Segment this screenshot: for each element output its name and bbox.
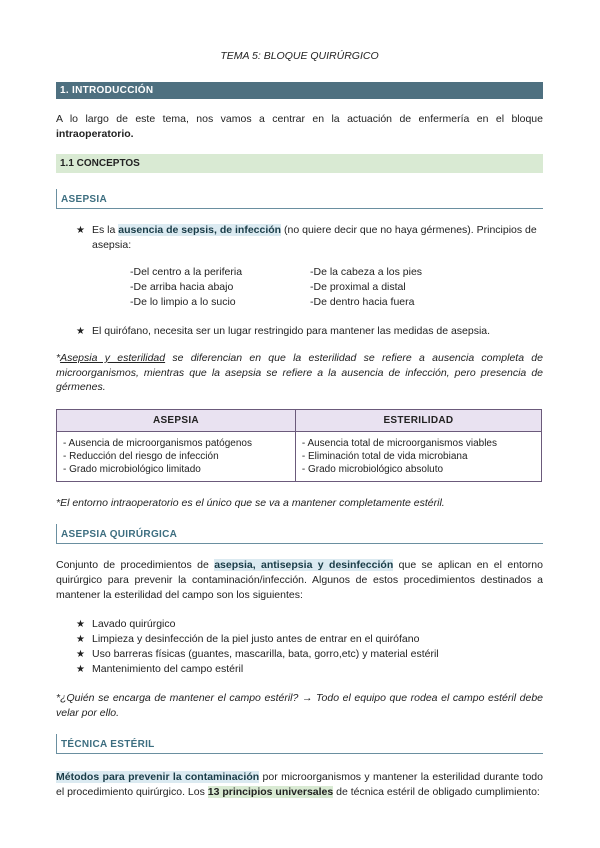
cell-line: - Grado microbiológico absoluto — [301, 463, 444, 475]
table-header-esterilidad: ESTERILIDAD — [295, 409, 541, 431]
table-row — [57, 431, 542, 481]
list-item — [56, 617, 543, 632]
bullet-text: Lavado quirúrgico — [92, 618, 176, 630]
intro-bold: intraoperatorio. — [56, 128, 134, 140]
paragraph-text-rest: que se aplican en el entorno quirúrgico para prevenir la contaminación/infección. Algunos de estos procedimientos destinados a mantener la esterilidad del campo son los siguientes: — [56, 559, 543, 601]
intro-text: A lo largo de este tema, nos vamos a centrar en la actuación de enfermería en el bloque — [56, 113, 543, 125]
heading-asepsia-quirurgica: ASEPSIA QUIRÚRGICA — [56, 524, 543, 544]
list-item — [56, 324, 543, 339]
section-heading-introduccion: 1. INTRODUCCIÓN — [56, 82, 543, 99]
note-underlined: Asepsia y esterilidad — [60, 352, 166, 364]
principle-item: -De proximal a distal — [310, 281, 406, 293]
star-bullet-icon: ★ — [76, 664, 85, 675]
asepsia-note — [56, 351, 543, 395]
star-bullet-icon: ★ — [76, 225, 85, 236]
intro-paragraph — [56, 112, 543, 142]
principles-grid — [130, 265, 543, 310]
subsection-heading-conceptos: 1.1 CONCEPTOS — [56, 154, 543, 173]
principle-item: -De la cabeza a los pies — [310, 266, 423, 278]
list-item — [56, 632, 543, 647]
comparison-table — [56, 409, 542, 482]
list-item — [56, 662, 543, 677]
highlight-ausencia-sepsis: ausencia de sepsis, de infección — [118, 224, 282, 236]
paragraph-text-rest: de técnica estéril de obligado cumplimiento: — [333, 786, 540, 798]
principle-item: -De lo limpio a lo sucio — [130, 296, 236, 308]
bullet-text: El quirófano, necesita ser un lugar restringido para mantener las medidas de asepsia. — [92, 325, 491, 337]
quirurgica-paragraph — [56, 558, 543, 603]
paragraph-text: por microorganismos y mantener la esterilidad durante todo el procedimiento quirúrgico. Los — [56, 771, 543, 798]
bullet-text: Mantenimiento del campo estéril — [92, 663, 244, 675]
bullet-text: Es la — [92, 224, 119, 236]
note-text: se diferencian en que la esterilidad se refiere a ausencia completa de microorganismos, mientras que la asepsia se refiere a la ausencia de infección, pero presencia de gérmenes. — [56, 352, 543, 393]
heading-tecnica-esteril: TÉCNICA ESTÉRIL — [56, 734, 543, 754]
table-header-row — [57, 409, 542, 431]
principle-item: -De dentro hacia fuera — [310, 296, 415, 308]
document-page — [56, 0, 543, 800]
principle-item: -De arriba hacia abajo — [130, 281, 234, 293]
asepsia-bullets-2 — [56, 324, 543, 339]
table-cell-asepsia — [57, 431, 296, 481]
bullet-text: Limpieza y desinfección de la piel justo antes de entrar en el quirófano — [92, 633, 420, 645]
note-asterisk: * — [56, 352, 61, 364]
bullet-text: Uso barreras físicas (guantes, mascarilla, bata, gorro,etc) y material estéril — [92, 648, 439, 660]
tecnica-paragraph — [56, 770, 543, 800]
bullet-text-rest: (no quiere decir que no haya gérmenes). Principios de asepsia: — [92, 224, 537, 251]
document-title: TEMA 5: BLOQUE QUIRÚRGICO — [220, 50, 379, 62]
quirurgica-note: *¿Quién se encarga de mantener el campo estéril? → Todo el equipo que rodea el campo estéril debe velar por ello. — [56, 692, 543, 719]
cell-line: - Ausencia de microorganismos patógenos — [63, 437, 252, 449]
table-header-asepsia: ASEPSIA — [57, 409, 296, 431]
list-item — [56, 647, 543, 662]
asepsia-bullets — [56, 223, 543, 253]
cell-line: - Reducción del riesgo de infección — [63, 450, 219, 462]
paragraph-text: Conjunto de procedimientos de — [56, 559, 215, 571]
highlight-13-principios: 13 principios universales — [207, 786, 334, 798]
highlight-asepsia-antisepsia: asepsia, antisepsia y desinfección — [214, 559, 394, 571]
quirurgica-bullets — [56, 617, 543, 677]
highlight-metodos: Métodos para prevenir la contaminación — [56, 771, 260, 783]
star-bullet-icon: ★ — [76, 619, 85, 630]
star-bullet-icon: ★ — [76, 649, 85, 660]
cell-line: - Ausencia total de microorganismos viables — [301, 437, 497, 449]
sterile-environment-note: *El entorno intraoperatorio es el único que se va a mantener completamente estéril. — [56, 496, 445, 509]
cell-line: - Eliminación total de vida microbiana — [301, 450, 468, 462]
cell-line: - Grado microbiológico limitado — [63, 463, 201, 475]
list-item — [56, 223, 543, 253]
principle-item: -Del centro a la periferia — [130, 266, 243, 278]
star-bullet-icon: ★ — [76, 634, 85, 645]
heading-asepsia: ASEPSIA — [56, 189, 543, 209]
star-bullet-icon: ★ — [76, 326, 85, 337]
table-cell-esterilidad — [295, 431, 541, 481]
